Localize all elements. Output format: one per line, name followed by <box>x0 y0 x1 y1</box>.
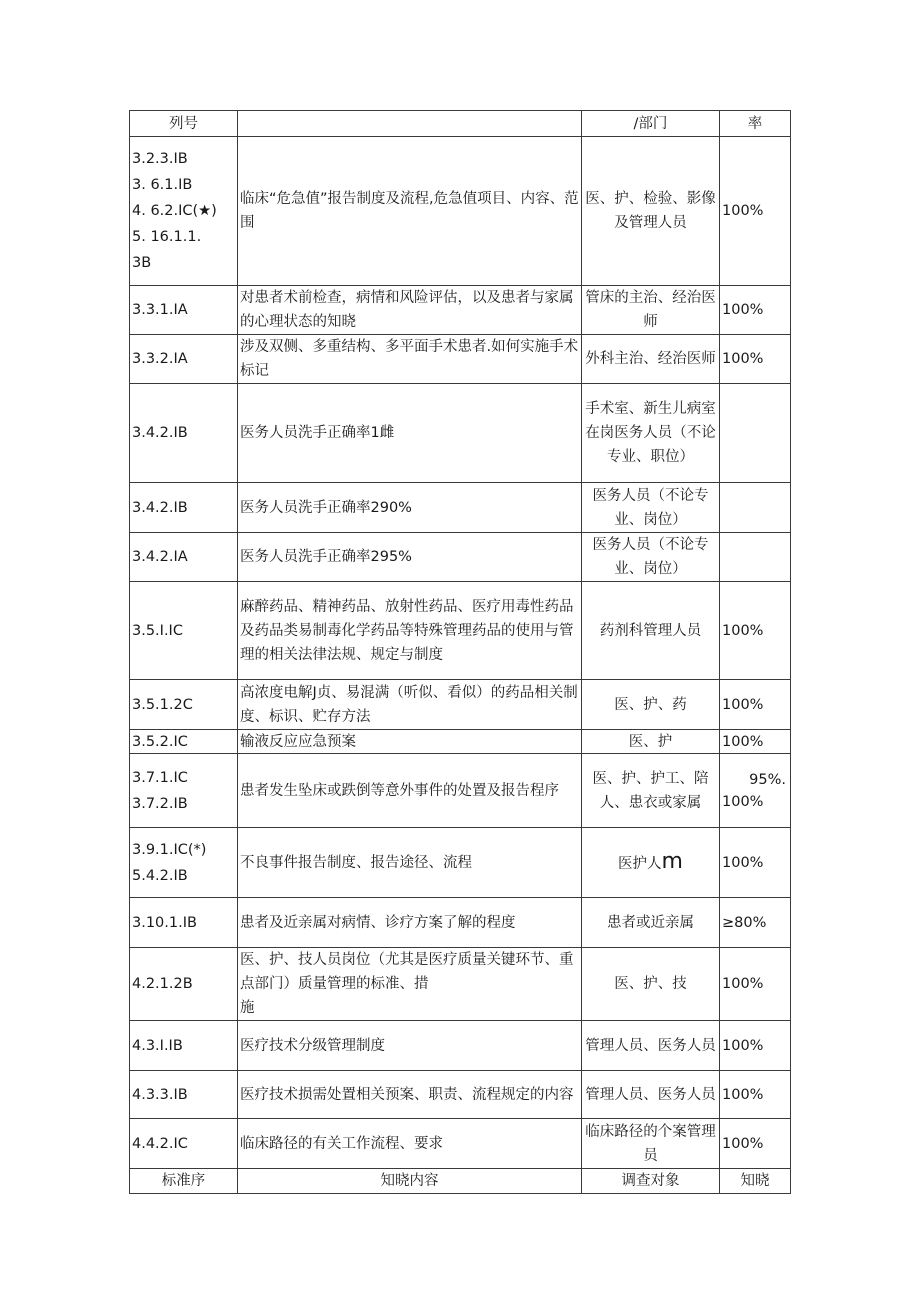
standard-code: 3.9.1.IC(*) <box>132 841 207 858</box>
standard-code: 3.2.3.IB <box>132 151 188 167</box>
rate-cell <box>720 1021 791 1071</box>
table-row <box>130 384 791 483</box>
content-text-extra: 施 <box>240 1000 255 1016</box>
content-cell <box>238 948 582 1021</box>
table-row <box>130 533 791 582</box>
standard-code-cell <box>130 754 238 828</box>
table-row <box>130 754 791 828</box>
target-cell: 医务人员（不论专业、岗位） <box>582 483 720 533</box>
standard-code-cell <box>130 483 238 533</box>
rate-value: 95%. <box>749 771 786 788</box>
standard-code-cell <box>130 680 238 730</box>
rate-cell <box>720 286 791 335</box>
rate-cell <box>720 898 791 948</box>
target-cell: 医、护、护工、陪人、患衣或家属 <box>582 754 720 828</box>
header-cell <box>238 111 582 137</box>
table-row <box>130 1119 791 1169</box>
content-cell: 医疗技术损需处置相关预案、职责、流程规定的内容 <box>238 1071 582 1119</box>
table-row <box>130 730 791 754</box>
rate-cell <box>720 335 791 384</box>
standard-code: 4.3.I.IB <box>132 1037 183 1054</box>
target-cell: 手术室、新生儿病室在岗医务人员（不论专业、职位） <box>582 384 720 483</box>
standard-code-cell <box>130 1071 238 1119</box>
standard-code: 4.2.1.2B <box>132 976 193 992</box>
target-cell: 医、护、检验、影像及管理人员 <box>582 137 720 286</box>
content-cell: 患者及近亲属对病情、诊疗方案了解的程度 <box>238 898 582 948</box>
header-cell: 调查对象 <box>582 1169 720 1194</box>
rate-cell <box>720 948 791 1021</box>
header-cell: 列号 <box>130 111 238 137</box>
target-cell <box>582 828 720 898</box>
content-cell: 涉及双侧、多重结构、多平面手术患者.如何实施手术标记 <box>238 335 582 384</box>
rate-cell <box>720 483 791 533</box>
header-cell: 知晓 <box>720 1169 791 1194</box>
rate-value: 100% <box>722 351 764 367</box>
standard-code: 3. 6.1.IB <box>132 177 193 193</box>
target-cell: 药剂科管理人员 <box>582 582 720 680</box>
rate-value: 100% <box>722 696 764 713</box>
header-cell: /部门 <box>582 111 720 137</box>
target-cell: 外科主治、经治医师 <box>582 335 720 384</box>
standard-code: 4.3.3.IB <box>132 1086 188 1103</box>
knowledge-survey-table <box>129 110 791 1194</box>
standard-code-cell <box>130 582 238 680</box>
standard-code: 5. 16.1.1. <box>132 229 202 245</box>
rate-cell <box>720 533 791 582</box>
standard-code: 5.4.2.IB <box>132 867 188 884</box>
content-cell: 高浓度电解J贞、易混满（听似、看似）的药品相关制度、标识、贮存方法 <box>238 680 582 730</box>
content-cell: 麻醉药品、精神药品、放射性药品、医疗用毒性药品及药品类易制毒化学药品等特殊管理药品的使用与管理的相关法律法规、规定与制度 <box>238 582 582 680</box>
rate-value: 100% <box>722 203 764 219</box>
rate-cell <box>720 384 791 483</box>
rate-cell <box>720 582 791 680</box>
table-row <box>130 680 791 730</box>
table-row <box>130 286 791 335</box>
standard-code-cell <box>130 384 238 483</box>
standard-code: 3.5.1.2C <box>132 696 193 713</box>
header-cell: 标准序 <box>130 1169 238 1194</box>
table-row <box>130 335 791 384</box>
rate-value: 100% <box>722 976 764 992</box>
content-text: 医、护、技人员岗位（尤其是医疗质量关键环节、重点部门）质量管理的标准、措 <box>240 952 574 992</box>
standard-code: 3.5.I.IC <box>132 622 183 639</box>
target-cell: 医、护、技 <box>582 948 720 1021</box>
rate-cell <box>720 1119 791 1169</box>
standard-code: 3.10.1.IB <box>132 914 197 931</box>
rate-cell <box>720 828 791 898</box>
header-cell: 率 <box>720 111 791 137</box>
rate-value: 100% <box>722 1086 764 1103</box>
table-row <box>130 898 791 948</box>
standard-code: 3.4.2.IB <box>132 425 188 441</box>
standard-code: 3.5.2.IC <box>132 733 188 750</box>
content-cell: 医务人员洗手正确率1雌 <box>238 384 582 483</box>
table-row <box>130 828 791 898</box>
standard-code-cell <box>130 286 238 335</box>
standard-code: 4. 6.2.IC(★) <box>132 203 217 219</box>
content-cell: 对患者术前检查，病情和风险评估，以及患者与家属的心理状态的知晓 <box>238 286 582 335</box>
target-text: 医护人 <box>618 855 662 872</box>
standard-code-cell <box>130 898 238 948</box>
table-row <box>130 137 791 286</box>
rate-value: 100% <box>722 793 764 810</box>
rate-cell <box>720 754 791 828</box>
standard-code-cell <box>130 828 238 898</box>
rate-value: 100% <box>722 733 764 750</box>
rate-cell <box>720 137 791 286</box>
standard-code: 3.4.2.IA <box>132 549 188 565</box>
rate-cell <box>720 1071 791 1119</box>
rate-value: ≥80% <box>722 914 767 931</box>
target-cell: 管理人员、医务人员 <box>582 1021 720 1071</box>
standard-code: 3.3.1.IA <box>132 302 188 318</box>
rate-value: 100% <box>722 302 764 318</box>
target-cell: 临床路径的个案管理员 <box>582 1119 720 1169</box>
target-text-suffix: m <box>661 848 683 874</box>
content-cell: 医务人员洗手正确率295% <box>238 533 582 582</box>
standard-code: 4.4.2.IC <box>132 1135 188 1152</box>
standard-code-cell <box>130 1119 238 1169</box>
rate-value: 100% <box>722 1037 764 1054</box>
content-cell: 临床“危急值”报告制度及流程,危急值项目、内容、范围 <box>238 137 582 286</box>
content-cell: 医疗技术分级管理制度 <box>238 1021 582 1071</box>
content-cell: 不良事件报告制度、报告途径、流程 <box>238 828 582 898</box>
standard-code-cell <box>130 335 238 384</box>
standard-code-cell <box>130 730 238 754</box>
rate-value: 100% <box>722 622 764 639</box>
standard-code-cell <box>130 948 238 1021</box>
standard-code: 3.4.2.IB <box>132 499 188 516</box>
standard-code: 3B <box>132 255 152 271</box>
table-row <box>130 1021 791 1071</box>
target-cell: 医、护 <box>582 730 720 754</box>
standard-code: 3.3.2.IA <box>132 351 188 367</box>
standard-code-cell <box>130 1021 238 1071</box>
table-row <box>130 1071 791 1119</box>
table-row <box>130 483 791 533</box>
header-row-top <box>130 111 791 137</box>
content-cell: 患者发生坠床或跌倒等意外事件的处置及报告程序 <box>238 754 582 828</box>
target-cell: 管床的主治、经治医师 <box>582 286 720 335</box>
content-cell: 输液反应应急预案 <box>238 730 582 754</box>
rate-cell <box>720 680 791 730</box>
standard-code: 3.7.2.IB <box>132 795 188 812</box>
target-cell: 管理人员、医务人员 <box>582 1071 720 1119</box>
table-row <box>130 582 791 680</box>
content-cell: 临床路径的有关工作流程、要求 <box>238 1119 582 1169</box>
standard-code-cell <box>130 137 238 286</box>
target-cell: 患者或近亲属 <box>582 898 720 948</box>
header-row-bottom <box>130 1169 791 1194</box>
table-row <box>130 948 791 1021</box>
header-cell: 知晓内容 <box>238 1169 582 1194</box>
standard-code-cell <box>130 533 238 582</box>
target-cell: 医务人员（不论专业、岗位） <box>582 533 720 582</box>
content-cell: 医务人员洗手正确率290% <box>238 483 582 533</box>
standard-code: 3.7.1.IC <box>132 769 188 786</box>
rate-value: 100% <box>722 854 764 871</box>
target-cell: 医、护、药 <box>582 680 720 730</box>
rate-value: 100% <box>722 1135 764 1152</box>
rate-cell <box>720 730 791 754</box>
